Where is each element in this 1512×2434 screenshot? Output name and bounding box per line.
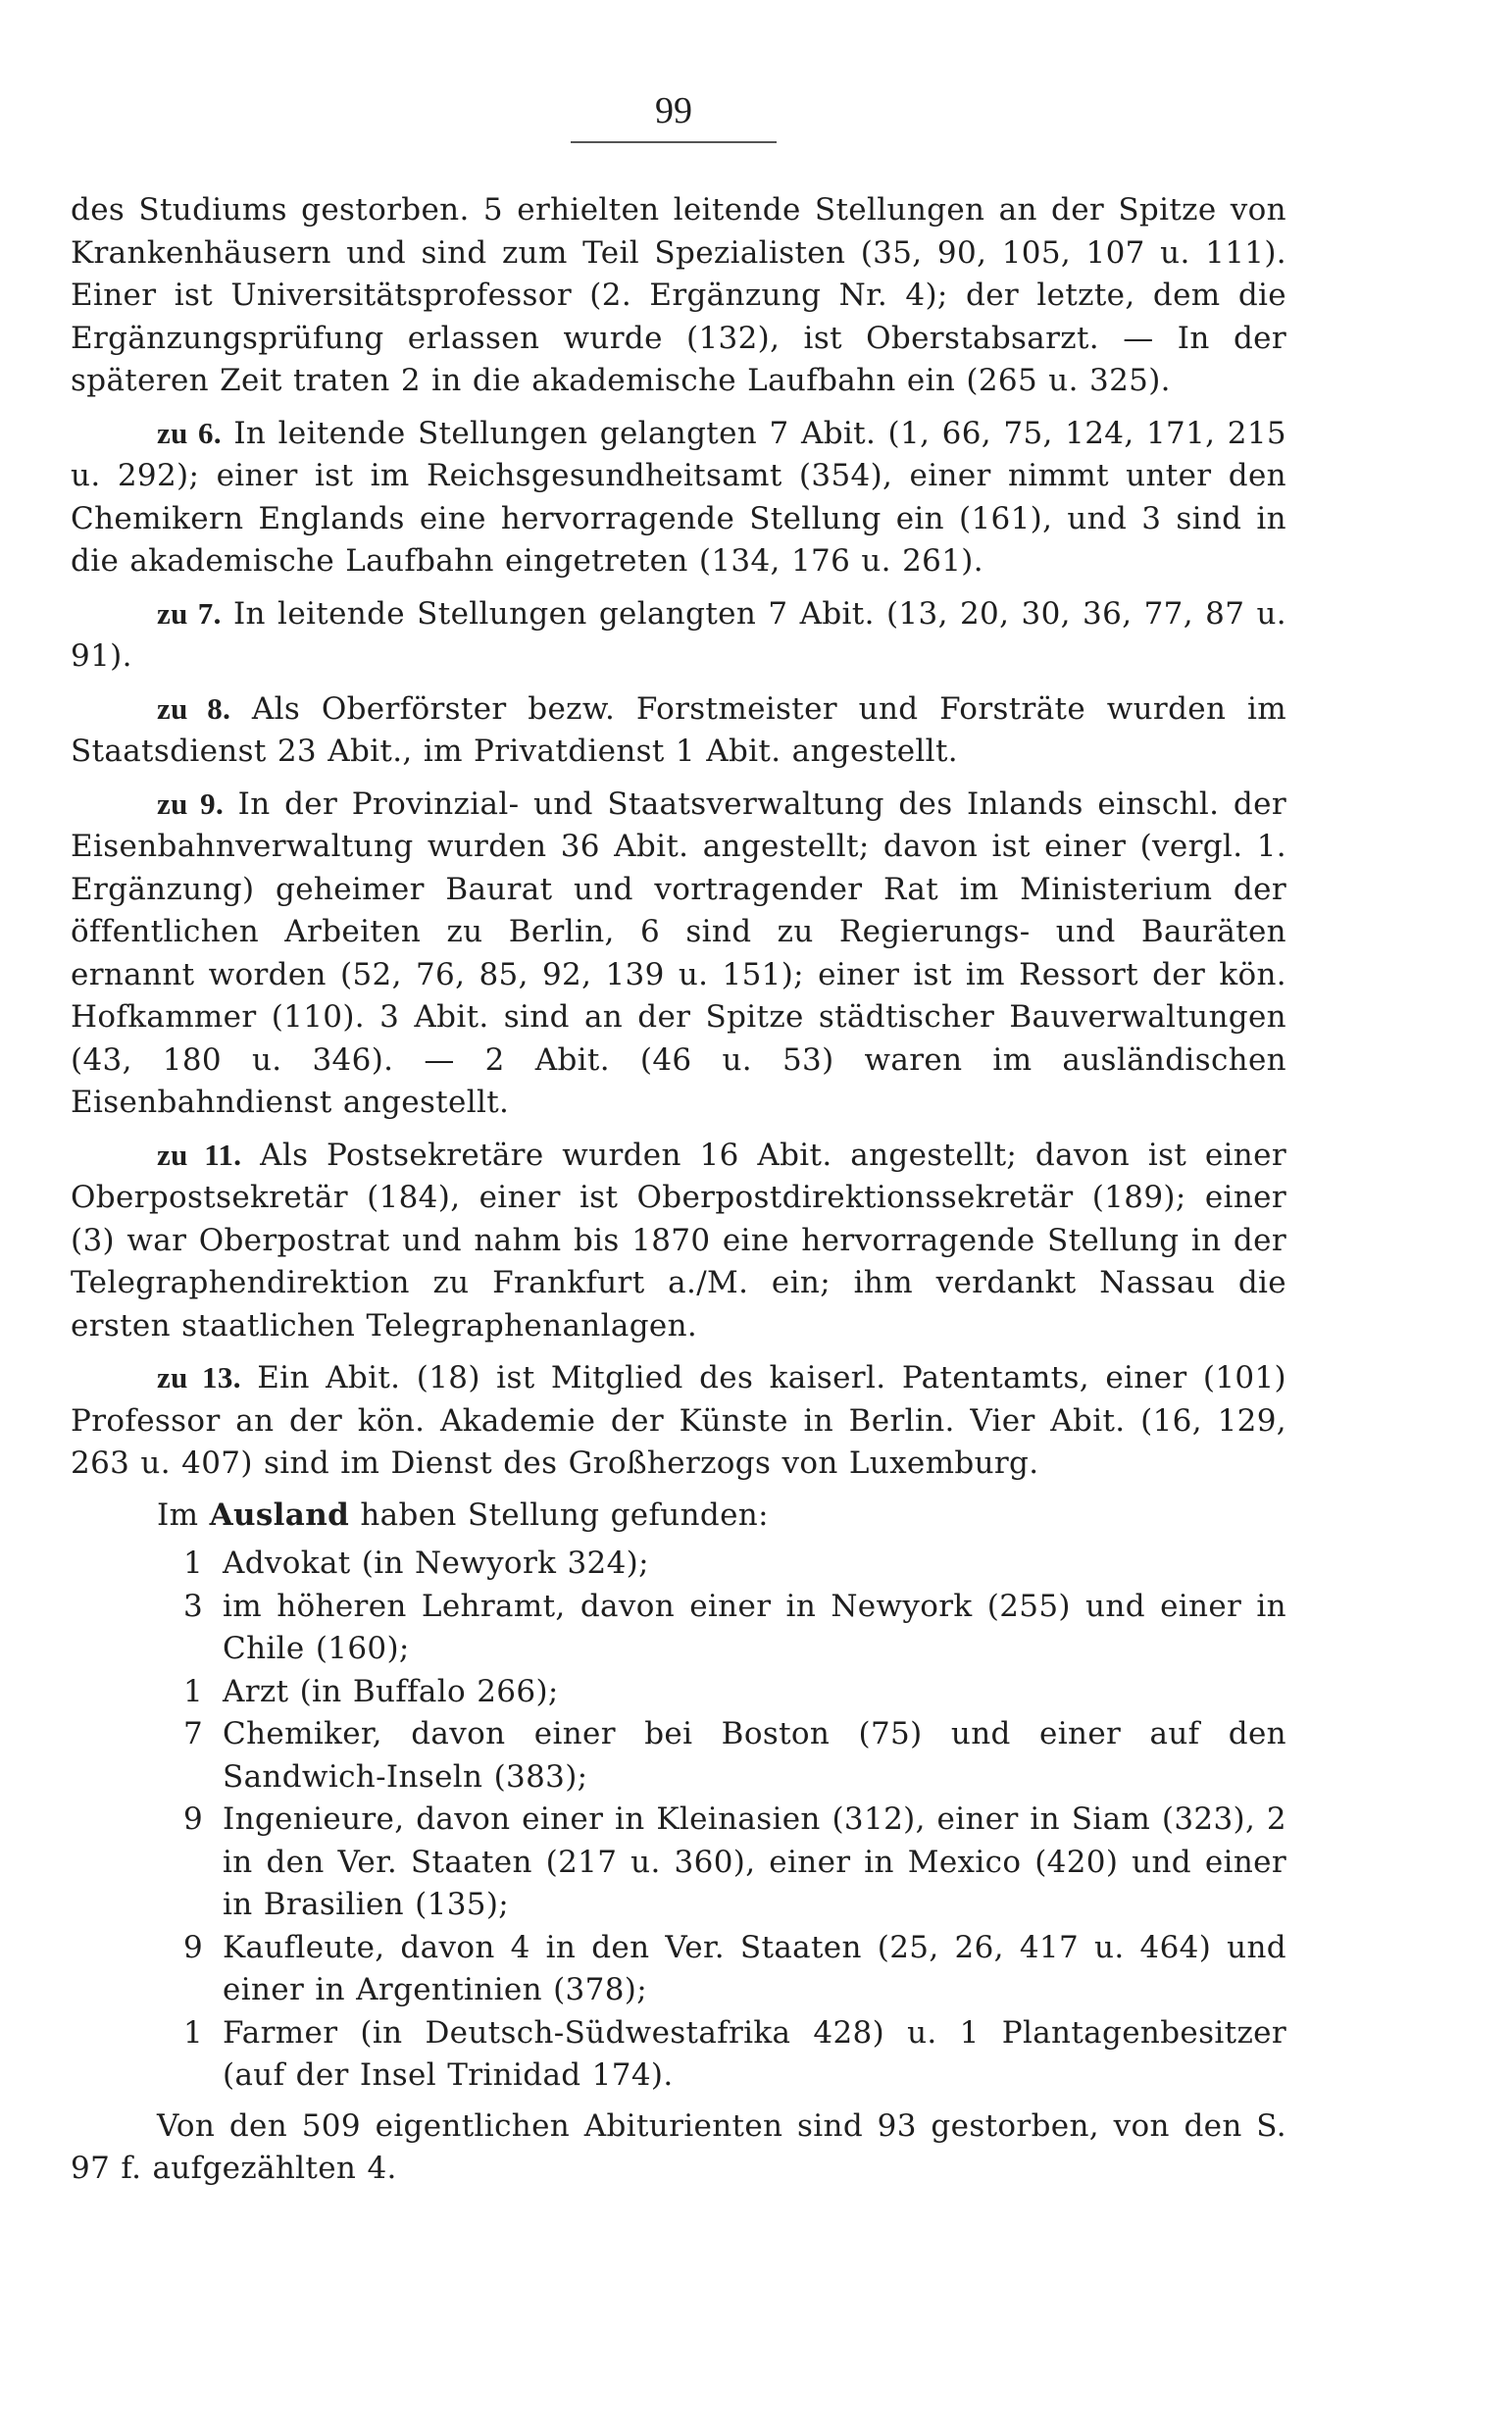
list-item	[183, 1586, 1286, 1671]
list-item	[183, 1671, 1286, 1714]
entry-count: 1	[183, 2014, 204, 2051]
ausland-prefix: Im	[157, 1496, 199, 1533]
section-zu-6	[71, 412, 1286, 583]
list-item	[183, 1713, 1286, 1799]
section-label: zu 9.	[157, 786, 225, 821]
ausland-suffix: haben Stellung gefunden:	[360, 1496, 769, 1533]
section-text: Als Postsekretäre wurden 16 Abit. angestellt; davon ist einer Oberpostsekretär (184), einer ist Oberpostdirektionssekretär (189); einer (3) war Oberpostrat und nahm bis 1870 eine hervorragende Stellung in der Telegraphendirektion zu Frankfurt a./M. ein; ihm verdankt Nassau die ersten staatlichen Telegraphenanlagen.	[71, 1137, 1286, 1344]
entry-text: Ingenieure, davon einer in Kleinasien (312), einer in Siam (323), 2 in den Ver. Staaten (217 u. 360), einer in Mexico (420) und einer in Brasilien (135);	[223, 1801, 1286, 1922]
list-item	[183, 1799, 1286, 1927]
section-text: Ein Abit. (18) ist Mitglied des kaiserl. Patentamts, einer (101) Professor an der kön. Akademie der Künste in Berlin. Vier Abit. (16, 129, 263 u. 407) sind im Dienst des Großherzogs von Luxemburg.	[71, 1360, 1286, 1481]
section-label: zu 11.	[157, 1137, 242, 1172]
ausland-heading	[71, 1495, 1286, 1538]
section-text: In der Provinzial- und Staatsverwaltung des Inlands einschl. der Eisenbahnverwaltung wurden 36 Abit. angestellt; davon ist einer (vergl. 1. Ergänzung) geheimer Baurat und vortragender Rat im Ministerium der öffentlichen Arbeiten zu Berlin, 6 sind zu Regierungs- und Bauräten ernannt worden (52, 76, 85, 92, 139 u. 151); einer ist im Ressort der kön. Hofkammer (110). 3 Abit. sind an der Spitze städtischer Bauverwaltungen (43, 180 u. 346). — 2 Abit. (46 u. 53) waren im ausländischen Eisenbahndienst angestellt.	[71, 786, 1286, 1120]
section-text: Als Oberförster bezw. Forstmeister und Forsträte wurden im Staatsdienst 23 Abit., im Privatdienst 1 Abit. angestellt.	[71, 690, 1286, 769]
entry-text: Arzt (in Buffalo 266);	[223, 1673, 559, 1709]
section-zu-8	[71, 687, 1286, 774]
intro-paragraph: des Studiums gestorben. 5 erhielten leitende Stellungen an der Spitze von Krankenhäusern und sind zum Teil Spezialisten (35, 90, 105, 107 u. 111). Einer ist Universitätsprofessor (2. Ergänzung Nr. 4); der letzte, dem die Ergänzungsprüfung erlassen wurde (132), ist Oberstabsarzt. — In der späteren Zeit traten 2 in die akademische Laufbahn ein (265 u. 325).	[71, 192, 1286, 398]
entry-count: 9	[183, 1801, 204, 1837]
section-label: zu 13.	[157, 1360, 241, 1394]
list-item	[183, 1927, 1286, 2012]
list-item	[183, 1543, 1286, 1586]
section-zu-7	[71, 592, 1286, 679]
entry-count: 7	[183, 1716, 204, 1751]
page-body	[71, 189, 1286, 2191]
ausland-word: Ausland	[209, 1496, 350, 1533]
header-rule	[571, 141, 777, 143]
entry-text: Farmer (in Deutsch-Südwestafrika 428) u. 1 Plantagenbesitzer (auf der Insel Trinidad 174).	[223, 2014, 1286, 2093]
list-item	[183, 2012, 1286, 2098]
closing-paragraph: Von den 509 eigentlichen Abiturienten sind 93 gestorben, von den S. 97 f. aufgezählten 4.	[71, 2107, 1286, 2186]
ausland-list	[71, 1543, 1286, 2098]
section-zu-11	[71, 1134, 1286, 1348]
page-number: 99	[655, 90, 692, 131]
entry-count: 1	[183, 1673, 204, 1709]
entry-text: Chemiker, davon einer bei Boston (75) und einer auf den Sandwich-Inseln (383);	[223, 1716, 1286, 1795]
section-zu-9	[71, 783, 1286, 1125]
section-label: zu 7.	[157, 595, 222, 631]
entry-text: Kaufleute, davon 4 in den Ver. Staaten (25, 26, 417 u. 464) und einer in Argentinien (378);	[223, 1929, 1286, 2007]
section-label: zu 6.	[157, 415, 222, 450]
entry-text: im höheren Lehramt, davon einer in Newyork (255) und einer in Chile (160);	[223, 1588, 1286, 1666]
section-zu-13	[71, 1356, 1286, 1486]
entry-count: 1	[183, 1546, 204, 1581]
section-text: In leitende Stellungen gelangten 7 Abit. (13, 20, 30, 36, 77, 87 u. 91).	[71, 595, 1286, 674]
entry-count: 9	[183, 1929, 204, 1965]
section-text: In leitende Stellungen gelangten 7 Abit. (1, 66, 75, 124, 171, 215 u. 292); einer ist im Reichsgesundheitsamt (354), einer nimmt unter den Chemikern Englands eine hervorragende Stellung ein (161), und 3 sind in die akademische Laufbahn eingetreten (134, 176 u. 261).	[71, 415, 1286, 579]
entry-text: Advokat (in Newyork 324);	[223, 1546, 649, 1581]
entry-count: 3	[183, 1588, 204, 1624]
section-label: zu 8.	[157, 690, 231, 726]
